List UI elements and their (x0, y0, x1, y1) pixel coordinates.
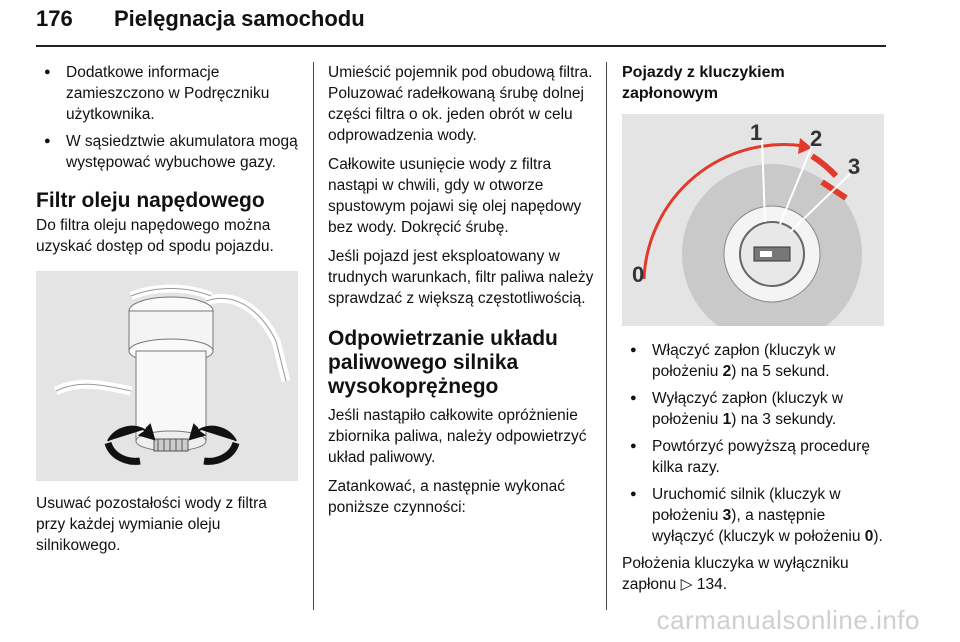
water-removal-paragraph: Usuwać pozostałości wody z filtra przy każdej wymianie oleju silnikowego. (36, 495, 267, 554)
step-item (622, 436, 884, 478)
position-label-0: 0 (632, 262, 645, 287)
column-2 (328, 62, 594, 526)
chapter-title: Pielęgnacja samochodu (114, 6, 365, 31)
position-label-3: 3 (848, 154, 861, 179)
step-text: Wyłączyć zapłon (kluczyk w położeniu (652, 390, 844, 428)
ignition-switch-figure (622, 114, 884, 326)
step-text: ) na 5 sekund. (731, 363, 830, 380)
step-text: Włączyć zapłon (kluczyk w położeniu (652, 342, 836, 380)
cross-reference (622, 553, 884, 595)
column-divider (606, 62, 607, 610)
header-rule (36, 45, 886, 47)
fuel-filter-figure (36, 271, 298, 481)
step-text: ), a następnie wyłączyć (kluczyk w położeniu (652, 507, 865, 545)
column-1 (36, 62, 298, 564)
column-3 (622, 62, 884, 603)
step-item (622, 340, 884, 382)
paragraph: Jeśli nastąpiło całkowite opróżnienie zbiornika paliwa, należy odpowietrzyć układ paliwowy. (328, 407, 587, 466)
step-item (622, 484, 884, 547)
paragraph: Umieścić pojemnik pod obudową filtra. Poluzować radełkowaną śrubę dolnej części filtra o ok. jeden obrót w celu odprowadzenia wody. (328, 64, 593, 144)
reference-text: Położenia kluczyka w wyłączniku zapłonu (622, 555, 849, 593)
bullet-item: ● Dodatkowe informacje zamieszczono w Podręczniku użytkownika. (36, 62, 298, 125)
step-text: ) na 3 sekundy. (731, 411, 837, 428)
subsection-heading-ignition-key: Pojazdy z kluczykiem zapłonowym (622, 64, 785, 102)
step-text: Uruchomić silnik (kluczyk w położeniu (652, 486, 841, 524)
page-number: 176 (36, 6, 73, 31)
key-position: 0 (864, 528, 874, 545)
key-position: 2 (722, 363, 732, 380)
paragraph: Zatankować, a następnie wykonać poniższe czynności: (328, 478, 565, 516)
section-heading-bleeding: Odpowietrzanie układu paliwowego silnika wysokoprężnego (328, 327, 558, 398)
key-position: 1 (722, 411, 732, 428)
paragraph: Jeśli pojazd jest eksploatowany w trudnych warunkach, filtr paliwa należy sprawdzać z większą częstotliwością. (328, 248, 594, 307)
position-label-2: 2 (810, 126, 823, 151)
step-item (622, 388, 884, 430)
ignition-switch-illustration (622, 114, 884, 326)
key-position: 3 (722, 507, 732, 524)
section-heading-fuel-filter: Filtr oleju napędowego (36, 189, 265, 212)
paragraph: Całkowite usunięcie wody z filtra nastąpi w chwili, gdy w otworze spustowym pojawi się olej napędowy bez wody. Dokręcić śrubę. (328, 156, 582, 236)
reference-page-link[interactable]: 134. (696, 576, 728, 593)
step-text: ). (873, 528, 883, 545)
column-divider (313, 62, 314, 610)
intro-paragraph: Do filtra oleju napędowego można uzyskać dostęp od spodu pojazdu. (36, 217, 274, 255)
position-label-1: 1 (750, 120, 763, 145)
fuel-filter-illustration (36, 271, 298, 481)
bullet-item: ● W sąsiedztwie akumulatora mogą występować wybuchowe gazy. (36, 131, 298, 173)
reference-arrow-icon: ▷ (680, 576, 693, 593)
watermark: carmanualsonline.info (656, 605, 920, 635)
step-text: Powtórzyć powyższą procedurę kilka razy. (652, 438, 870, 476)
